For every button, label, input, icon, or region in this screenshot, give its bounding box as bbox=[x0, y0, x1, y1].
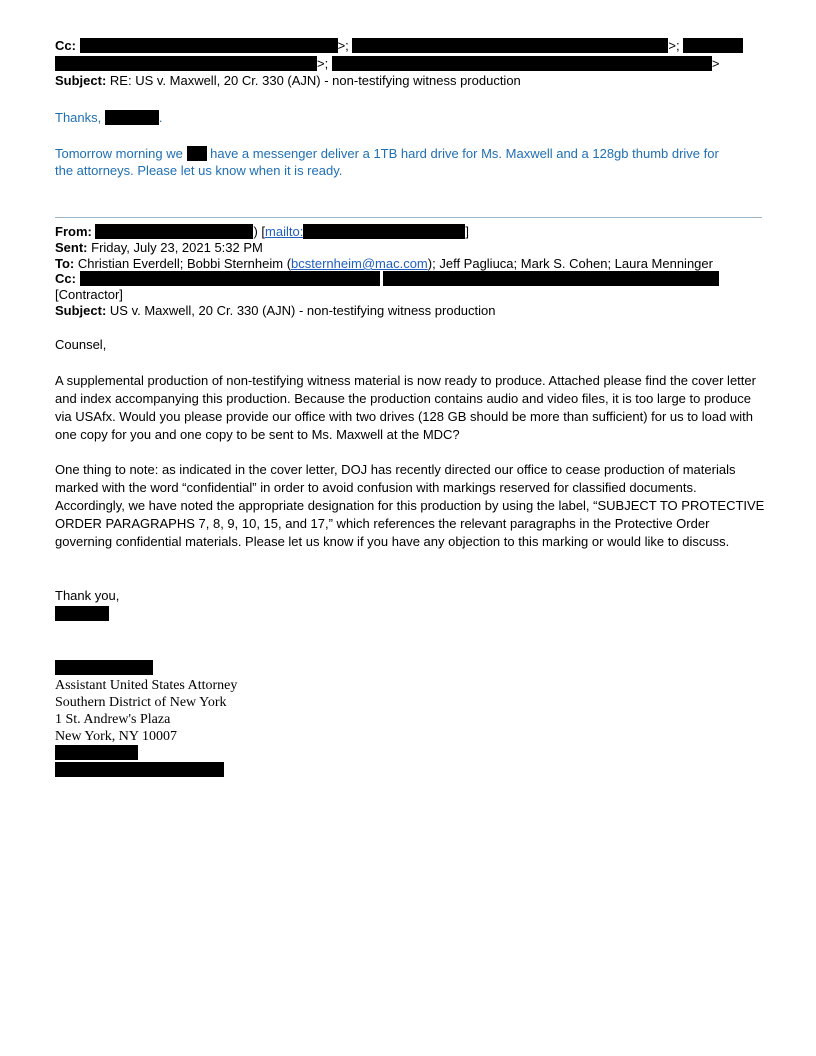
closing-name-line bbox=[55, 605, 109, 623]
redaction bbox=[55, 660, 153, 675]
email-link[interactable]: bcsternheim@mac.com bbox=[291, 256, 428, 271]
cc-label: Cc: bbox=[55, 38, 76, 53]
sent-label: Sent: bbox=[55, 240, 88, 255]
closing: Thank you, bbox=[55, 588, 120, 603]
redaction bbox=[55, 762, 224, 777]
sig-redacted-line-1 bbox=[55, 744, 138, 762]
thanks-text: Thanks, bbox=[55, 110, 102, 125]
reply-body-line-2 bbox=[55, 162, 342, 180]
sig-redacted-line-2 bbox=[55, 761, 224, 779]
body-paragraph-1: A supplemental production of non-testifying witness material is now ready to produce. Attached please find the cover letter and index accompanying this production. Because the production contains audio and video files, it is too large to produce via USAfx. Would you please provide our office with two drives (128 GB should be more than sufficient) for us to load with one copy for you and one copy to be sent to Ms. Maxwell at the MDC? bbox=[55, 373, 756, 442]
divider bbox=[55, 217, 762, 218]
greeting: Counsel, bbox=[55, 337, 107, 352]
reply-text: the attorneys. Please let us know when it is ready. bbox=[55, 163, 343, 178]
top-cc-line-2 bbox=[55, 55, 719, 73]
sig-address-1: 1 St. Andrew's Plaza bbox=[55, 712, 171, 727]
sig-title: Assistant United States Attorney bbox=[55, 678, 238, 693]
cc-label: Cc: bbox=[55, 271, 76, 286]
redaction bbox=[80, 38, 338, 53]
sig-address-2: New York, NY 10007 bbox=[55, 729, 177, 744]
body-paragraph-2: One thing to note: as indicated in the cover letter, DOJ has recently directed our office to cease production of materials marked with the word “confidential” in order to avoid confusion with markings reserved for classified documents. Accordingly, we have noted the appropriate designation for this production by using the label, “SUBJECT TO PROTECTIVE ORDER PARAGRAPHS 7, 8, 9, 10, 15, and 17,” which references the relevant paragraphs in the Protective Order governing confidential materials. Please let us know if you have any objection to this marking or would like to discuss. bbox=[55, 462, 765, 549]
sig-name-line bbox=[55, 659, 153, 677]
from-end: ] bbox=[465, 224, 469, 239]
redaction bbox=[95, 224, 253, 239]
sent-value: Friday, July 23, 2021 5:32 PM bbox=[91, 240, 263, 255]
redaction bbox=[352, 38, 668, 53]
to-suffix: ); Jeff Pagliuca; Mark S. Cohen; Laura Menninger bbox=[427, 256, 713, 271]
to-label: To: bbox=[55, 256, 75, 271]
subject-line bbox=[55, 302, 496, 320]
separator: >; bbox=[317, 56, 329, 71]
top-cc-line bbox=[55, 37, 743, 55]
from-label: From: bbox=[55, 224, 92, 239]
from-sep: ) [ bbox=[253, 224, 266, 239]
subject-text: US v. Maxwell, 20 Cr. 330 (AJN) - non-testifying witness production bbox=[109, 303, 496, 318]
thanks-line bbox=[55, 109, 163, 127]
redaction bbox=[55, 56, 317, 71]
redaction bbox=[332, 56, 712, 71]
subject-text: RE: US v. Maxwell, 20 Cr. 330 (AJN) - non-testifying witness production bbox=[109, 73, 521, 88]
redaction bbox=[303, 224, 465, 239]
top-subject-line bbox=[55, 72, 521, 90]
subject-label: Subject: bbox=[55, 303, 107, 318]
separator: >; bbox=[668, 38, 680, 53]
redaction bbox=[383, 271, 719, 286]
reply-body-line-1 bbox=[55, 145, 719, 163]
reply-text: Tomorrow morning we bbox=[55, 146, 183, 161]
redaction bbox=[55, 745, 138, 760]
sig-office: Southern District of New York bbox=[55, 695, 227, 710]
separator: >; bbox=[337, 38, 349, 53]
thanks-period: . bbox=[158, 110, 163, 125]
subject-label: Subject: bbox=[55, 73, 107, 88]
reply-text: have a messenger deliver a 1TB hard drive for Ms. Maxwell and a 128gb thumb drive for bbox=[210, 146, 719, 161]
cc-line bbox=[55, 270, 719, 288]
redaction bbox=[55, 606, 109, 621]
contractor-text: [Contractor] bbox=[55, 287, 123, 302]
redaction bbox=[80, 271, 380, 286]
mailto-link[interactable]: mailto: bbox=[265, 224, 304, 239]
redaction bbox=[187, 146, 207, 161]
redaction bbox=[105, 110, 159, 125]
separator: > bbox=[711, 56, 720, 71]
to-prefix: Christian Everdell; Bobbi Sternheim ( bbox=[77, 256, 292, 271]
redaction bbox=[683, 38, 743, 53]
